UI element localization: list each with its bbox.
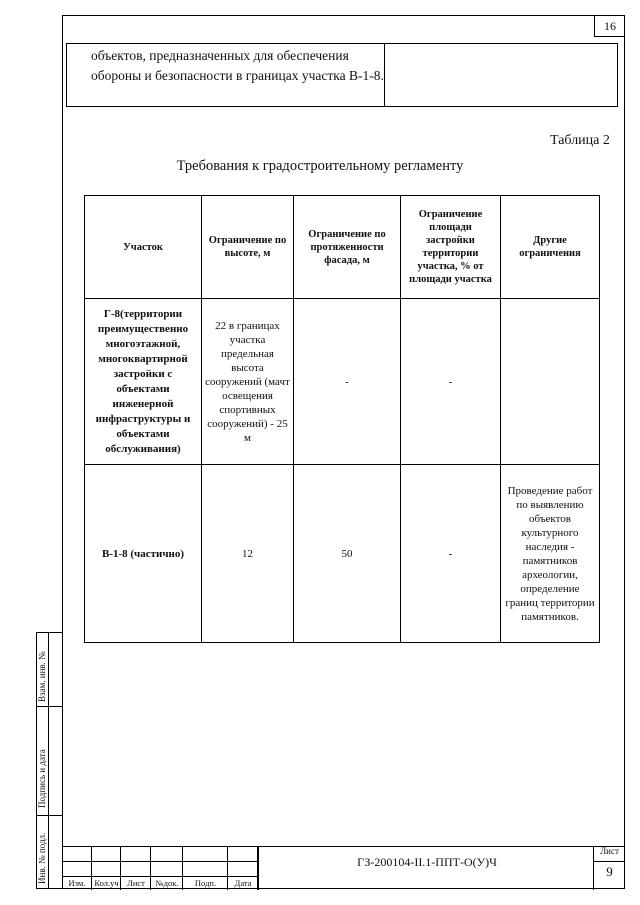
cell-facade: - — [294, 299, 401, 465]
label-date: Дата — [234, 878, 252, 888]
label-kol: Кол.уч — [94, 878, 119, 888]
table-row — [85, 299, 600, 465]
cell-plot: В-1-8 (частично) — [85, 465, 202, 643]
label-list: Лист — [127, 878, 145, 888]
cell-area: - — [401, 299, 501, 465]
regulation-table — [84, 195, 600, 643]
stamp-signature-date: Подпись и дата — [37, 749, 47, 808]
label-doc: №док. — [155, 878, 179, 888]
header-plot: Участок — [85, 196, 202, 299]
stamp-original-inv: Инв. № подл. — [37, 832, 47, 884]
table-caption: Таблица 2 — [550, 133, 610, 148]
sheet-number: 9 — [606, 864, 613, 879]
continuation-text: объектов, предназначенных для обеспечения обороны и безопасности в границах участка В-1-8. — [67, 44, 385, 106]
cell-other — [501, 299, 600, 465]
cell-plot: Г-8(территории преимущественно многоэтажной, многоквартирной застройки с объектами инженерной инфраструктуры и объектами обслуживания) — [85, 299, 202, 465]
label-sign: Подп. — [194, 878, 217, 888]
label-izm: Изм. — [68, 878, 86, 888]
continuation-table — [66, 43, 618, 107]
table-row — [85, 465, 600, 643]
stamp-replace-inv: Взам. инв. № — [37, 651, 47, 702]
cell-height: 22 в границах участка предельная высота сооружений (мачт освещения спортивных сооружений) - 25 м — [202, 299, 294, 465]
header-facade: Ограничение по протяженности фасада, м — [294, 196, 401, 299]
header-height: Ограничение по высоте, м — [202, 196, 294, 299]
header-area: Ограничение площади застройки территории участка, % от площади участка — [401, 196, 501, 299]
header-other: Другие ограничения — [501, 196, 600, 299]
cell-facade: 50 — [294, 465, 401, 643]
cell-height: 12 — [202, 465, 294, 643]
table-header-row — [85, 196, 600, 299]
side-stamp-line — [36, 815, 62, 816]
table-title: Требования к градостроительному регламенту — [176, 158, 464, 174]
side-stamp-line — [36, 706, 62, 707]
sheet-label: Лист — [600, 846, 619, 856]
page-number: 16 — [594, 15, 625, 37]
side-stamp-divider — [48, 632, 49, 889]
cell-other: Проведение работ по выявлению объектов культурного наследия - памятников археологии, определение границ территории памятников. — [501, 465, 600, 643]
cell-area: - — [401, 465, 501, 643]
document-code: ГЗ-200104-II.1-ППТ-О(У)Ч — [357, 855, 497, 869]
